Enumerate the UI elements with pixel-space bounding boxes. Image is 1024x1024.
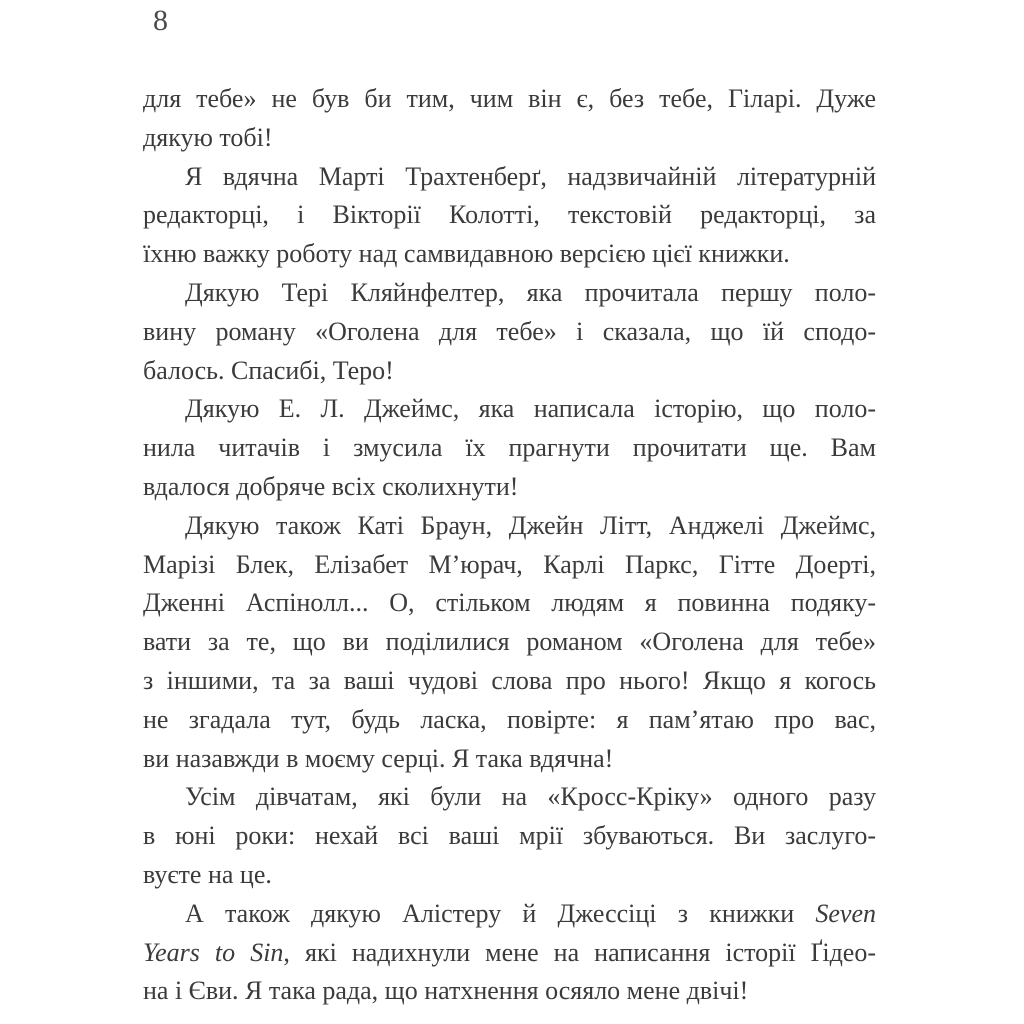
text-run: нила читачів і змусила їх прагнути прочитати ще. Вам [143,433,876,463]
text-run: Дякую також Каті Браун, Джейн Літт, Анджелі Джеймс, [185,510,876,540]
text-line [143,507,876,546]
text-run: Я вдячна Марті Трахтенберґ, надзвичайній літературній [185,161,876,191]
text-run: , які надихнули мене на написання історії Ґідео- [283,937,876,967]
text-line [143,274,876,313]
text-line [143,778,876,817]
text-line [143,546,876,585]
text-line [143,80,876,119]
text-run: А також дякую Алістеру й Джессіці з книжки [185,898,816,928]
text-run: ви назавжди в моєму серці. Я така вдячна! [143,743,614,773]
text-line [143,740,876,779]
text-line [143,313,876,352]
italic-text-run: Years to Sin [143,937,284,967]
text-line [143,895,876,934]
text-line [143,196,876,235]
text-run: Дякую Е. Л. Джеймс, яка написала історію, що поло- [185,394,876,424]
text-run: для тебе» не був би тим, чим він є, без тебе, Гіларі. Дуже [143,84,876,113]
text-run: Дякую Тері Кляйнфелтер, яка прочитала першу поло- [185,277,876,307]
text-line [143,623,876,662]
page-number: 8 [153,4,169,37]
text-run: редакторці, і Вікторії Колотті, текстовій редакторці, за [143,200,876,230]
italic-text-run: Seven [815,898,876,928]
text-line [143,119,876,158]
text-line [143,934,876,973]
text-run: на і Єви. Я така рада, що натхнення осяяло мене двічі! [143,976,749,1006]
text-line [143,662,876,701]
text-run: вдалося добряче всіх сколихнути! [143,471,519,501]
text-run: Марізі Блек, Елізабет М’юрач, Карлі Паркс, Гітте Доерті, [143,549,876,579]
text-run: в юні роки: нехай всі ваші мрії збуваються. Ви заслуго- [143,821,876,851]
text-run: з іншими, та за ваші чудові слова про нього! Якщо я когось [143,665,876,695]
text-line [143,817,876,856]
text-block [143,80,876,1011]
text-line [143,352,876,391]
text-run: дякую тобі! [143,122,273,152]
text-run: вуєте на це. [143,859,272,889]
text-line [143,429,876,468]
text-line [143,235,876,274]
text-line [143,584,876,623]
text-run: їхню важку роботу над самвидавною версією цієї книжки. [143,239,790,269]
text-run: Дженні Аспінолл... О, стільком людям я повинна подяку- [143,588,876,618]
text-run: вати за те, що ви поділилися романом «Оголена для тебе» [143,627,876,657]
text-line [143,158,876,197]
text-line [143,856,876,895]
text-run: вину роману «Оголена для тебе» і сказала, що їй сподо- [143,316,876,346]
text-line [143,701,876,740]
text-line [143,468,876,507]
text-line [143,390,876,429]
text-run: Усім дівчатам, які були на «Кросс-Кріку» одного разу [185,782,876,812]
text-line [143,972,876,1011]
text-run: балось. Спасибі, Теро! [143,355,394,385]
text-run: не згадала тут, будь ласка, повірте: я пам’ятаю про вас, [143,704,876,734]
